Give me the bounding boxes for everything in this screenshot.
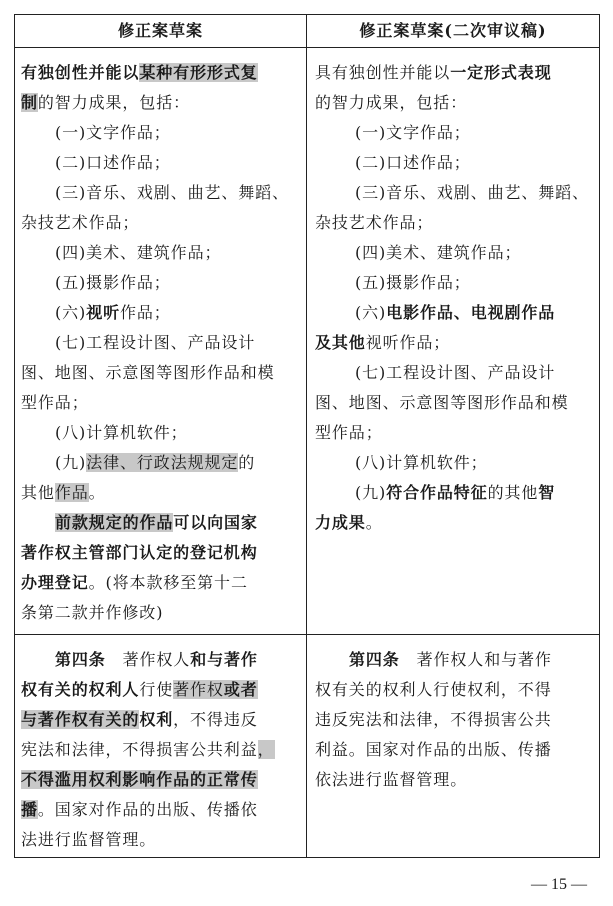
bold-text: 权利 bbox=[139, 710, 174, 729]
text-line: (八)计算机软件； bbox=[355, 453, 488, 472]
text-line bbox=[21, 88, 301, 118]
plain-text: 的 bbox=[238, 453, 256, 472]
text-line: (五)摄影作品； bbox=[55, 273, 171, 292]
comparison-table bbox=[14, 14, 600, 858]
text-line: 型作品； bbox=[315, 423, 383, 442]
row2-right-cell bbox=[315, 645, 595, 795]
text-line: 杂技艺术作品； bbox=[21, 213, 140, 232]
highlighted-text: 制 bbox=[21, 93, 38, 112]
plain-text: 。 bbox=[88, 483, 106, 502]
bold-text: 及其他 bbox=[315, 333, 366, 352]
text-line: 依法进行监督管理。 bbox=[315, 770, 468, 789]
text-line bbox=[21, 568, 301, 598]
text-line: 法进行监督管理。 bbox=[21, 830, 157, 849]
plain-text: (六) bbox=[55, 303, 87, 322]
bold-text: 权有关的权利人 bbox=[21, 680, 140, 699]
text-line: (三)音乐、戏剧、曲艺、舞蹈、 bbox=[55, 183, 289, 202]
text-line bbox=[21, 705, 301, 735]
text-line bbox=[21, 478, 301, 508]
plain-text: 著作权人 bbox=[105, 650, 191, 669]
plain-text: 行使 bbox=[139, 680, 174, 699]
plain-text: 。国家对作品的出版、传播依 bbox=[37, 800, 258, 819]
text-line: (二)口述作品； bbox=[55, 153, 171, 172]
text-line: (五)摄影作品； bbox=[355, 273, 471, 292]
text-line bbox=[21, 508, 301, 538]
plain-text: 宪法和法律，不得损害公共利益 bbox=[21, 740, 258, 759]
text-line: (四)美术、建筑作品； bbox=[55, 243, 222, 262]
highlighted-text: 作品 bbox=[54, 483, 89, 502]
text-line: (四)美术、建筑作品； bbox=[355, 243, 522, 262]
bold-text: 办理登记 bbox=[21, 573, 89, 592]
text-line: 型作品； bbox=[21, 393, 89, 412]
text-line bbox=[315, 58, 595, 88]
text-line bbox=[21, 645, 301, 675]
text-line bbox=[21, 58, 301, 88]
bold-text: 和与著作 bbox=[190, 650, 258, 669]
plain-text: ，不得违反 bbox=[173, 710, 258, 729]
plain-text: 。(将本款移至第十二 bbox=[88, 573, 248, 592]
row-divider bbox=[15, 634, 599, 635]
text-line: (八)计算机软件； bbox=[55, 423, 188, 442]
text-line bbox=[315, 298, 595, 328]
text-line bbox=[21, 448, 301, 478]
text-line: (二)口述作品； bbox=[355, 153, 471, 172]
text-line: 杂技艺术作品； bbox=[315, 213, 434, 232]
plain-text: 其他 bbox=[21, 483, 55, 502]
row1-right-cell bbox=[315, 58, 595, 538]
text-line bbox=[315, 478, 595, 508]
header-divider bbox=[15, 47, 599, 48]
bold-text: 一定形式表现 bbox=[450, 63, 552, 82]
article-number: 第四条 bbox=[349, 650, 400, 669]
article-number: 第四条 bbox=[55, 650, 106, 669]
plain-text: (九) bbox=[55, 453, 87, 472]
bold-text: 有独创性并能以 bbox=[21, 63, 140, 82]
header-left: 修正案草案 bbox=[117, 21, 203, 40]
text-line: (三)音乐、戏剧、曲艺、舞蹈、 bbox=[355, 183, 589, 202]
text-line: 利益。国家对作品的出版、传播 bbox=[315, 740, 552, 759]
plain-text: 的其他 bbox=[487, 483, 539, 502]
bold-text: 智 bbox=[538, 483, 556, 502]
row1-left-cell bbox=[21, 58, 301, 628]
text-line bbox=[21, 795, 301, 825]
bold-text: 可以向国家 bbox=[173, 513, 258, 532]
text-line: (一)文字作品； bbox=[55, 123, 171, 142]
text-line bbox=[315, 508, 595, 538]
highlighted-text: ， bbox=[257, 740, 275, 759]
header-right: 修正案草案(二次审议稿) bbox=[359, 21, 547, 40]
plain-text: 具有独创性并能以 bbox=[315, 63, 451, 82]
text-line: 权有关的权利人行使权利，不得 bbox=[315, 680, 552, 699]
highlighted-text: 与著作权有关的 bbox=[21, 710, 140, 729]
text-line: 违反宪法和法律，不得损害公共 bbox=[315, 710, 552, 729]
plain-text: 作品； bbox=[120, 303, 171, 322]
bold-text: 电影作品、电视剧作品 bbox=[386, 303, 556, 322]
text-line: (一)文字作品； bbox=[355, 123, 471, 142]
plain-text: 著作权人和与著作 bbox=[399, 650, 552, 669]
highlighted-text: 或者 bbox=[223, 680, 258, 699]
text-line bbox=[315, 645, 595, 675]
text-line bbox=[21, 298, 301, 328]
text-line: 条第二款并作修改) bbox=[21, 603, 164, 622]
text-line: 著作权主管部门认定的登记机构 bbox=[21, 543, 258, 562]
text-line: 图、地图、示意图等图形作品和模 bbox=[315, 393, 569, 412]
plain-text: 视听作品； bbox=[365, 333, 451, 352]
text-line bbox=[315, 328, 595, 358]
highlighted-text: 法律、行政法规规定 bbox=[86, 453, 239, 472]
highlighted-text: 著作权 bbox=[173, 680, 224, 699]
highlighted-text: 播 bbox=[21, 800, 38, 819]
plain-text: 。 bbox=[365, 513, 383, 532]
plain-text: 的智力成果，包括： bbox=[37, 93, 191, 112]
plain-text: (六) bbox=[355, 303, 387, 322]
highlighted-text: 不得滥用权利影响作品的正常传 bbox=[21, 770, 258, 789]
text-line bbox=[21, 765, 301, 795]
page-number: — 15 — bbox=[531, 876, 587, 893]
row2-left-cell bbox=[21, 645, 301, 855]
bold-text: 力成果 bbox=[315, 513, 366, 532]
plain-text: (九) bbox=[355, 483, 387, 502]
text-line: (七)工程设计图、产品设计 bbox=[355, 363, 556, 382]
highlighted-text: 前款规定的作品 bbox=[55, 513, 174, 532]
text-line: 图、地图、示意图等图形作品和模 bbox=[21, 363, 275, 382]
bold-text: 视听 bbox=[86, 303, 120, 322]
bold-text: 符合作品特征 bbox=[386, 483, 488, 502]
text-line: 的智力成果，包括： bbox=[315, 93, 468, 112]
column-divider bbox=[306, 15, 307, 857]
text-line bbox=[21, 735, 301, 765]
highlighted-text: 某种有形形式复 bbox=[139, 63, 258, 82]
text-line bbox=[21, 675, 301, 705]
text-line: (七)工程设计图、产品设计 bbox=[55, 333, 256, 352]
